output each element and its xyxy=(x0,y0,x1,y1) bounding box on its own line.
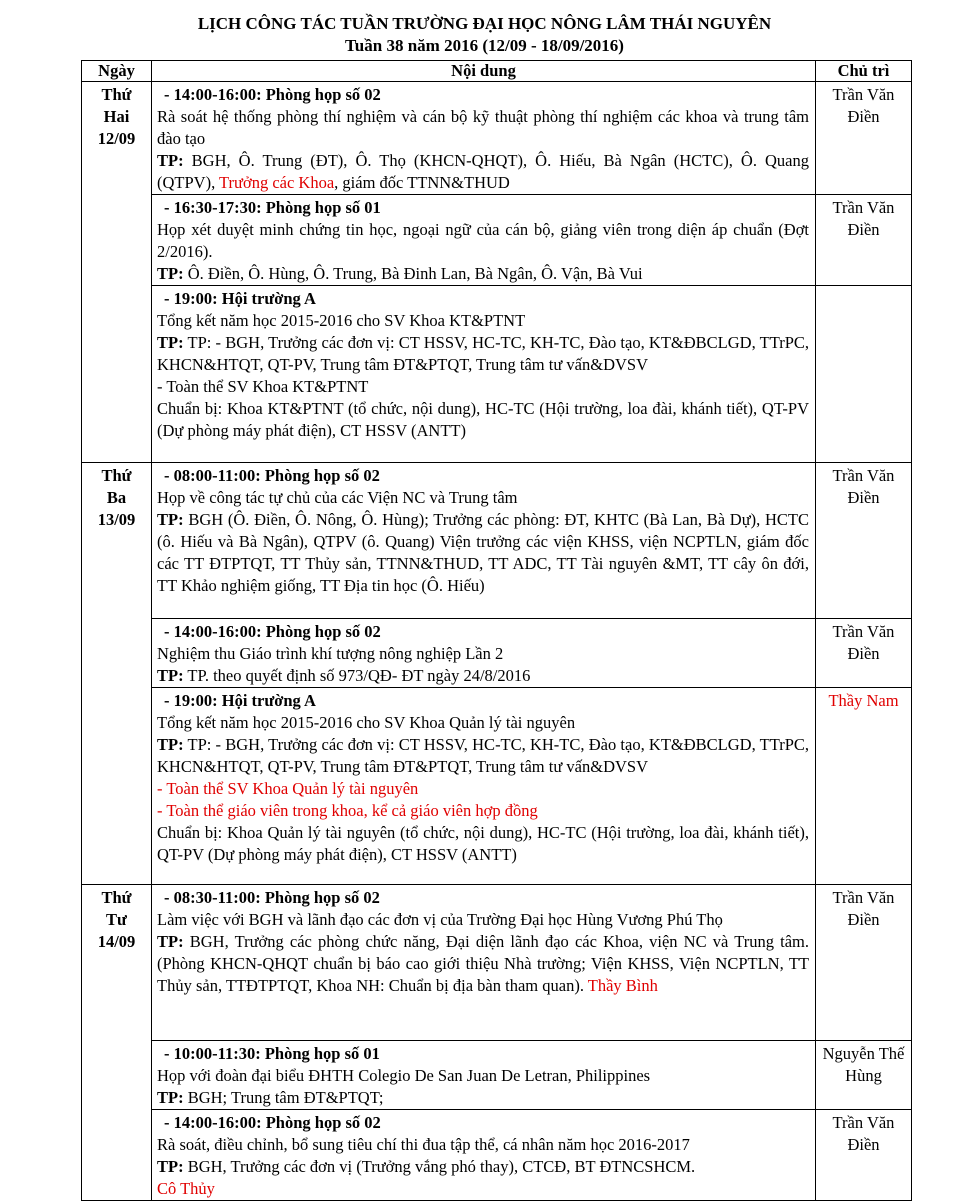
event-description: Họp xét duyệt minh chứng tin học, ngoại ngữ của cán bộ, giảng viên trong diện áp chuẩn (Đợt 2/2016). xyxy=(157,220,809,261)
day-date: 14/09 xyxy=(97,932,136,951)
column-header-day: Ngày xyxy=(82,61,152,82)
event-participants: TP: BGH; Trung tâm ĐT&PTQT; xyxy=(157,1088,384,1107)
event-content xyxy=(152,286,816,463)
event-heading: - 14:00-16:00: Phòng họp số 02 xyxy=(164,1113,381,1132)
event-participants: TP: BGH, Trưởng các phòng chức năng, Đại diện lãnh đạo các Khoa, viện NC và Trung tâm. (Phòng KHCN-QHQT chuẩn bị báo cao giới thiệu Nhà trường; Viện KHSS, Viện NCPTLN, TT Thủy sản, TTĐTPTQT, Khoa NH: Chuẩn bị địa bàn tham quan). Thầy Bình xyxy=(157,932,809,995)
event-attendees-teachers: - Toàn thể giáo viên trong khoa, kể cả giáo viên hợp đồng xyxy=(157,801,538,820)
table-row xyxy=(82,619,912,688)
table-row xyxy=(82,688,912,885)
event-participants: TP: Ô. Điền, Ô. Hùng, Ô. Trung, Bà Đinh Lan, Bà Ngân, Ô. Vận, Bà Vui xyxy=(157,264,643,283)
event-description: Tổng kết năm học 2015-2016 cho SV Khoa KT&PTNT xyxy=(157,311,526,330)
event-content xyxy=(152,1110,816,1201)
event-heading: - 14:00-16:00: Phòng họp số 02 xyxy=(164,622,381,641)
table-row xyxy=(82,1110,912,1201)
day-cell-monday xyxy=(82,82,152,463)
event-participants: TP: TP: - BGH, Trưởng các đơn vị: CT HSSV, HC-TC, KH-TC, Đào tạo, KT&ĐBCLGD, TTrPC, KHCN&HTQT, QT-PV, Trung tâm ĐT&PTQT, Trung tâm tư vấn&DVSV xyxy=(157,333,809,374)
day-date: 13/09 xyxy=(97,510,136,529)
day-name: Ba xyxy=(106,488,127,507)
event-content xyxy=(152,619,816,688)
day-date: 12/09 xyxy=(97,129,136,148)
event-attendees: - Toàn thể SV Khoa KT&PTNT xyxy=(157,377,369,396)
event-participants: TP: BGH, Ô. Trung (ĐT), Ô. Thọ (KHCN-QHQT), Ô. Hiếu, Bà Ngân (HCTC), Ô. Quang (QTPV), Trưởng các Khoa, giám đốc TTNN&THUD xyxy=(157,151,809,192)
event-participants: TP: BGH, Trưởng các đơn vị (Trưởng vắng phó thay), CTCĐ, BT ĐTNCSHCM. xyxy=(157,1157,696,1176)
event-heading: - 08:00-11:00: Phòng họp số 02 xyxy=(164,466,380,485)
day-cell-tuesday xyxy=(82,463,152,885)
column-header-chair: Chủ trì xyxy=(816,61,912,82)
day-name: Tư xyxy=(106,910,127,929)
day-label: Thứ xyxy=(101,85,132,104)
table-row xyxy=(82,286,912,463)
event-heading: - 19:00: Hội trường A xyxy=(164,289,316,308)
table-row xyxy=(82,463,912,619)
event-content xyxy=(152,885,816,1041)
event-description: Họp với đoàn đại biểu ĐHTH Colegio De San Juan De Letran, Philippines xyxy=(157,1066,651,1085)
document-title: LỊCH CÔNG TÁC TUẦN TRƯỜNG ĐẠI HỌC NÔNG LÂM THÁI NGUYÊN xyxy=(197,14,772,33)
table-row xyxy=(82,195,912,286)
event-chair: Trần Văn Điền xyxy=(816,885,912,1041)
event-chair: Trần Văn Điền xyxy=(816,82,912,195)
day-label: Thứ xyxy=(101,466,132,485)
table-row xyxy=(82,885,912,1041)
event-participants: TP: TP: - BGH, Trưởng các đơn vị: CT HSSV, HC-TC, KH-TC, Đào tạo, KT&ĐBCLGD, TTrPC, KHCN&HTQT, QT-PV, Trung tâm ĐT&PTQT, Trung tâm tư vấn&DVSV xyxy=(157,735,809,776)
day-name: Hai xyxy=(103,107,130,126)
event-participants: TP: BGH (Ô. Điền, Ô. Nông, Ô. Hùng); Trưởng các phòng: ĐT, KHTC (Bà Lan, Bà Dự), HCTC (ô. Hiếu và Bà Ngân), QTPV (ô. Quang) Viện trưởng các viện KHSS, viện NCPTLN, giám đốc các TT ĐTPTQT, TT Thủy sản, TTNN&THUD, TT ADC, TT Tài nguyên &MT, TT cây ôn đới, TT Khảo nghiệm giống, TT Địa tin học (Ô. Hiếu) xyxy=(157,510,809,595)
event-attendees: - Toàn thể SV Khoa Quản lý tài nguyên xyxy=(157,779,419,798)
event-description: Nghiệm thu Giáo trình khí tượng nông nghiệp Lần 2 xyxy=(157,644,504,663)
table-row xyxy=(82,1041,912,1110)
event-description: Tổng kết năm học 2015-2016 cho SV Khoa Quản lý tài nguyên xyxy=(157,713,576,732)
event-participants: TP: TP. theo quyết định số 973/QĐ- ĐT ngày 24/8/2016 xyxy=(157,666,531,685)
event-description: Rà soát, điều chỉnh, bổ sung tiêu chí thi đua tập thể, cá nhân năm học 2016-2017 xyxy=(157,1135,690,1154)
event-content xyxy=(152,1041,816,1110)
event-description: Làm việc với BGH và lãnh đạo các đơn vị của Trường Đại học Hùng Vương Phú Thọ xyxy=(157,910,723,929)
event-chair: Trần Văn Điền xyxy=(816,463,912,619)
event-description: Rà soát hệ thống phòng thí nghiệm và cán bộ kỹ thuật phòng thí nghiệm các khoa và trung tâm đào tạo xyxy=(157,107,809,148)
event-heading: - 08:30-11:00: Phòng họp số 02 xyxy=(164,888,380,907)
schedule-table xyxy=(81,60,912,1201)
event-heading: - 16:30-17:30: Phòng họp số 01 xyxy=(164,198,381,217)
event-content xyxy=(152,195,816,286)
event-contact: Cô Thủy xyxy=(157,1179,215,1198)
event-chair: Thầy Nam xyxy=(816,688,912,885)
document-subtitle: Tuần 38 năm 2016 (12/09 - 18/09/2016) xyxy=(345,36,624,55)
event-content xyxy=(152,688,816,885)
event-chair: Trần Văn Điền xyxy=(816,1110,912,1201)
event-heading: - 19:00: Hội trường A xyxy=(164,691,316,710)
column-header-content: Nội dung xyxy=(152,61,816,82)
event-content xyxy=(152,463,816,619)
day-label: Thứ xyxy=(101,888,132,907)
event-heading: - 10:00-11:30: Phòng họp số 01 xyxy=(164,1044,380,1063)
table-row xyxy=(82,82,912,195)
day-cell-wednesday xyxy=(82,885,152,1201)
event-chair: Trần Văn Điền xyxy=(816,195,912,286)
event-preparation: Chuẩn bị: Khoa Quản lý tài nguyên (tổ chức, nội dung), HC-TC (Hội trường, loa đài, khánh tiết), QT-PV (Dự phòng máy phát điện), CT HSSV (ANTT) xyxy=(157,823,809,864)
event-content xyxy=(152,82,816,195)
header-row xyxy=(82,61,912,82)
event-chair xyxy=(816,286,912,463)
event-preparation: Chuẩn bị: Khoa KT&PTNT (tổ chức, nội dung), HC-TC (Hội trường, loa đài, khánh tiết), QT-PV (Dự phòng máy phát điện), CT HSSV (ANTT) xyxy=(157,399,809,440)
event-heading: - 14:00-16:00: Phòng họp số 02 xyxy=(164,85,381,104)
event-chair: Trần Văn Điền xyxy=(816,619,912,688)
event-chair: Nguyễn Thế Hùng xyxy=(816,1041,912,1110)
event-description: Họp về công tác tự chủ của các Viện NC và Trung tâm xyxy=(157,488,518,507)
